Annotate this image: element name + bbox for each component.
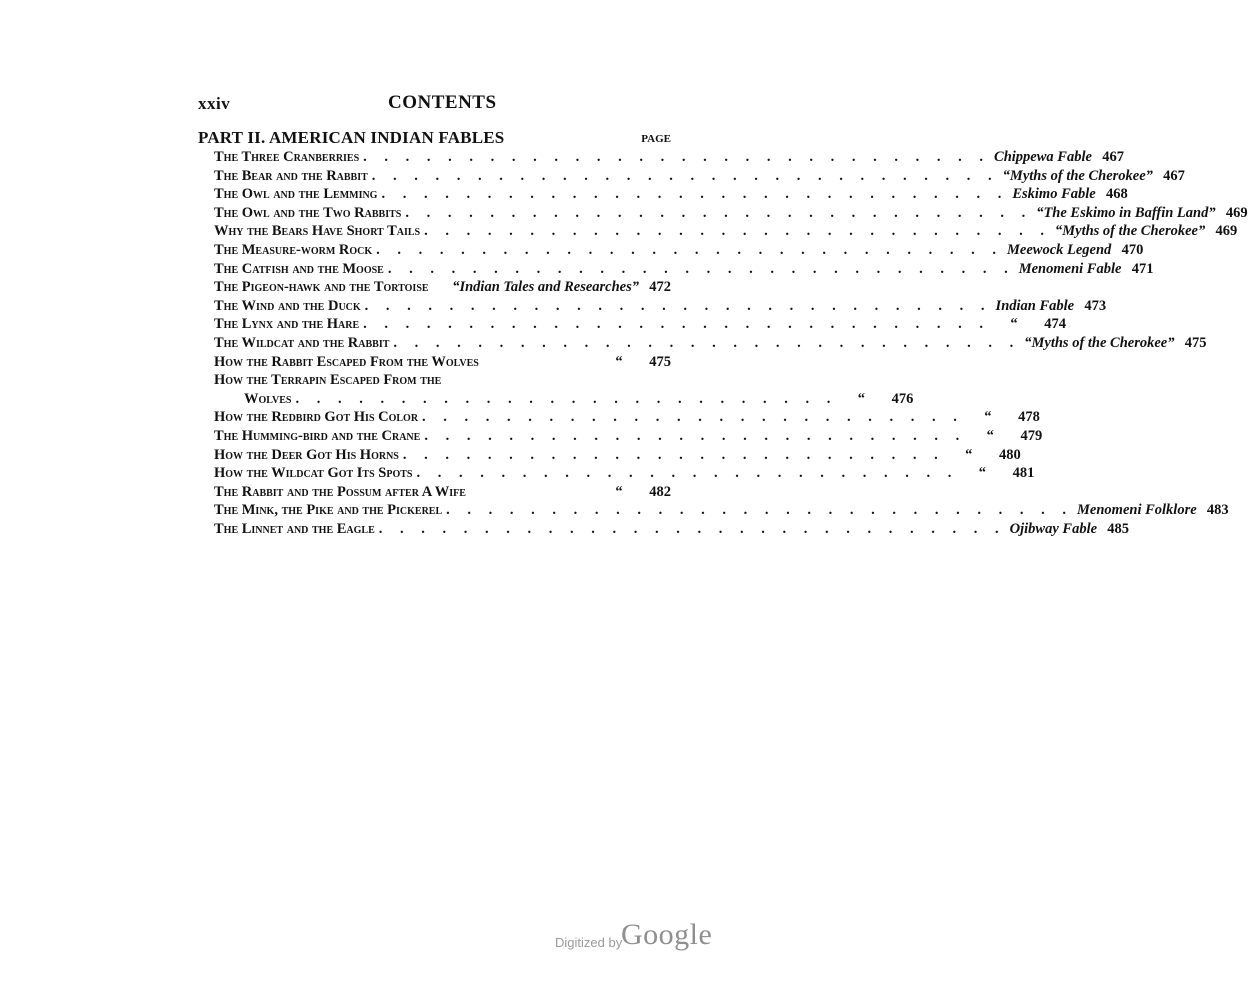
entry-page: 469 (1215, 223, 1238, 240)
ditto-mark: “ (1010, 316, 1018, 333)
entry-source: “Myths of the Cherokee” (1002, 167, 1153, 184)
dot-leader: . . . . . . . . . . . . . . . . . . . . . . . . . . (422, 409, 964, 426)
toc-entry (214, 241, 1144, 261)
dot-leader: . . . . . . . . . . . . . . . . . . . . . . . . . . . . . . (371, 167, 999, 184)
entry-title: The Lynx and the Hare (214, 316, 360, 333)
toc-entry (214, 260, 1154, 280)
entry-page: 479 (1020, 427, 1043, 444)
entry-title: The Three Cranberries (214, 149, 360, 165)
entry-title: How the Deer Got His Horns (214, 446, 399, 463)
dot-leader: . . . . . . . . . . . . . . . . . . . . . . . . . . . . . . (393, 334, 1021, 351)
entry-page: 470 (1121, 241, 1144, 258)
entry-page: 469 (1225, 204, 1248, 221)
entry-title: The Owl and the Lemming (214, 186, 378, 203)
dot-leader: . . . . . . . . . . . . . . . . . . . . . . . . . . . . . . (381, 186, 1009, 203)
entry-source: Indian Fable (995, 297, 1075, 314)
google-watermark (555, 918, 755, 958)
toc-entry (214, 354, 671, 373)
dot-leader: . . . . . . . . . . . . . . . . . . . . . . . . . . (402, 446, 945, 463)
entry-title: The Wind and the Duck (214, 297, 361, 314)
entry-title: Wolves (244, 390, 292, 407)
entry-source: Eskimo Fable (1012, 186, 1096, 203)
ditto-mark: “ (978, 465, 986, 482)
entry-page: 480 (998, 446, 1021, 463)
dot-leader: . . . . . . . . . . . . . . . . . . . . . . . . . . . . . . (364, 297, 992, 314)
entry-page: 474 (1044, 316, 1067, 333)
entry-source: Ojibway Fable (1009, 520, 1098, 537)
dot-leader: . . . . . . . . . . . . . . . . . . . . . . . . . . . . . . (363, 316, 991, 333)
entry-title: The Linnet and the Eagle (214, 520, 375, 537)
toc-entry (214, 279, 671, 298)
toc-entry (214, 427, 1043, 447)
entry-title: Why the Bears Have Short Tails (214, 223, 421, 240)
toc-entry (214, 316, 1067, 335)
toc-entry (214, 409, 1040, 428)
entry-title: The Rabbit and the Possum after A Wife (214, 483, 466, 500)
entry-title: How the Redbird Got His Color (214, 409, 419, 426)
toc-entry (214, 372, 671, 391)
entry-source: Menomeni Folklore (1077, 502, 1197, 519)
dot-leader: . . . . . . . . . . . . . . . . . . . . . . . . . . . . . . (376, 241, 1004, 258)
entry-page: 478 (1018, 409, 1040, 426)
toc-entry (214, 167, 1185, 187)
part-title: PART II. AMERICAN INDIAN FABLES (198, 128, 505, 147)
toc-entry (214, 520, 1130, 540)
entry-page: 476 (891, 390, 914, 407)
entry-page: 481 (1012, 465, 1035, 482)
entry-page: 483 (1206, 502, 1229, 519)
toc-entry (214, 502, 1229, 521)
toc-entry-continuation (214, 390, 914, 410)
entry-page: 475 (1184, 334, 1207, 351)
entry-page: 482 (649, 483, 671, 500)
dot-leader: . . . . . . . . . . . . . . . . . . . . . . . . . . . . . . (446, 502, 1074, 519)
entry-title: The Wildcat and the Rabbit (214, 334, 390, 351)
entry-title: How the Wildcat Got Its Spots (214, 465, 413, 482)
entry-title: The Catfish and the Moose (214, 260, 384, 277)
entry-title: The Mink, the Pike and the Pickerel (214, 502, 443, 519)
ditto-mark: “ (984, 409, 992, 426)
entry-source: “The Eskimo in Baffin Land” (1036, 204, 1216, 221)
entry-source: Meewock Legend (1007, 241, 1112, 258)
entry-page: 467 (1102, 149, 1124, 165)
dot-leader: . . . . . . . . . . . . . . . . . . . . . . . . . . (295, 390, 838, 407)
watermark-prefix: Digitized by (555, 935, 623, 950)
dot-leader: . . . . . . . . . . . . . . . . . . . . . . . . . . . . . . (405, 204, 1033, 221)
entry-title: The Bear and the Rabbit (214, 167, 368, 184)
toc-entry (214, 465, 1035, 484)
entry-page: 471 (1131, 260, 1154, 277)
entry-title: How the Rabbit Escaped From the Wolves (214, 353, 479, 370)
page-title: CONTENTS (388, 92, 497, 113)
ditto-mark: “ (615, 483, 623, 500)
part-heading-row (198, 128, 673, 150)
entry-title: The Owl and the Two Rabbits (214, 204, 402, 221)
page-column-label: PAGE (641, 133, 671, 145)
dot-leader: . . . . . . . . . . . . . . . . . . . . . . . . . . . . . . (378, 520, 1006, 537)
entry-source: Chippewa Fable (994, 149, 1092, 165)
ditto-mark: “ (986, 427, 994, 444)
entry-page: 468 (1105, 186, 1128, 203)
entry-page: 473 (1084, 297, 1107, 314)
entry-source: “Myths of the Cherokee” (1054, 223, 1206, 240)
page-number: xxiv (198, 94, 231, 113)
dot-leader: . . . . . . . . . . . . . . . . . . . . . . . . . . . . . . (387, 260, 1015, 277)
dot-leader: . . . . . . . . . . . . . . . . . . . . . . . . . . . . . . (363, 149, 991, 165)
entry-title: How the Terrapin Escaped From the (214, 372, 442, 389)
entry-title: The Humming-bird and the Crane (214, 427, 421, 444)
toc-entry (214, 484, 671, 503)
entry-page: 475 (649, 353, 671, 370)
ditto-mark: “ (965, 446, 973, 463)
toc-entry (214, 334, 1207, 354)
toc-entry (214, 149, 1124, 168)
entry-page: 467 (1163, 167, 1185, 184)
toc-entry (214, 297, 1107, 317)
toc-entry (214, 186, 1128, 205)
ditto-mark: “ (615, 353, 623, 370)
entry-source: Menomeni Fable (1018, 260, 1122, 277)
entry-source: “Myths of the Cherokee” (1024, 334, 1175, 351)
entry-title: The Pigeon-hawk and the Tortoise (214, 279, 429, 296)
toc-entry (214, 204, 1248, 224)
toc-entry (214, 223, 1238, 242)
table-of-contents (214, 149, 1248, 539)
google-logo: Google (621, 918, 713, 951)
entry-page: 485 (1107, 520, 1130, 537)
dot-leader: . . . . . . . . . . . . . . . . . . . . . . . . . . . . . . (424, 223, 1051, 240)
entry-title: The Measure-worm Rock (214, 241, 373, 258)
entry-page: 472 (649, 279, 671, 296)
entry-source: “Indian Tales and Researches” (452, 279, 639, 296)
ditto-mark: “ (857, 390, 865, 407)
toc-entry (214, 446, 1021, 466)
running-header (198, 92, 673, 116)
dot-leader: . . . . . . . . . . . . . . . . . . . . . . . . . . (424, 427, 967, 444)
dot-leader: . . . . . . . . . . . . . . . . . . . . . . . . . . (416, 465, 959, 482)
